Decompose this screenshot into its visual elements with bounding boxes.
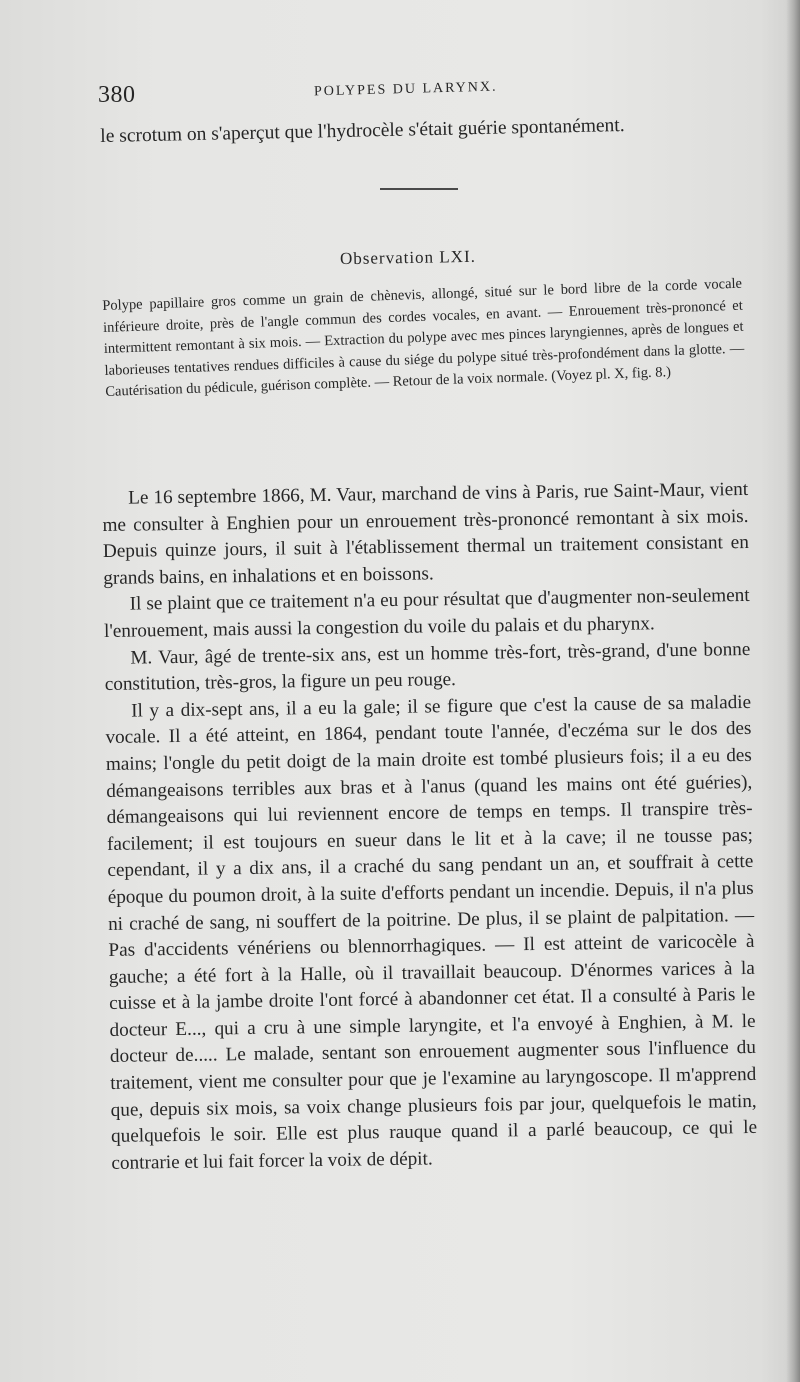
paragraph: Le 16 septembre 1866, M. Vaur, marchand de vins à Paris, rue Saint-Maur, vient me consulter à Enghien pour un enrouement très-prononcé remontant à six mois. Depuis quinze jours, il suit à l'établissement thermal un traitement consistant en grands bains, en inhalations et en boissons. (102, 478, 750, 589)
paragraph: Il y a dix-sept ans, il a eu la gale; il se figure que c'est la cause de sa maladie vocale. Il a été atteint, en 1864, pendant toute l'année, d'eczéma sur le dos des mains; l'ongle du petit doigt de la main droite est tombé plusieurs fois; il a eu des démangeaisons terribles aux bras et à l'anus (quand les mains ont été guéries), démangeaisons qui lui reviennent encore de temps en temps. Il transpire très-facilement; il est toujours en sueur dans le lit et à la cave; il ne tousse pas; cependant, il y a dix ans, il a craché du sang pendant un an, et souffrait à cette époque du poumon droit, à la suite d'efforts pendant un incendie. Depuis, il n'a plus ni craché de sang, ni souffert de la poitrine. De plus, il se plaint de palpitation. — Pas d'accidents vénériens ou blennorrhagiques. — Il est atteint de varicocèle à gauche; a été fort à la Halle, où il travaillait beaucoup. D'énormes varices à la cuisse et à la jambe droite l'ont forcé à abandonner cet état. Il a consulté à Paris le docteur E..., qui a cru à une simple laryngite, et l'a envoyé à Enghien, à M. le docteur de..... Le malade, sentant son enrouement augmenter sous l'influence du traitement, vient me consulter pour que je l'examine au laryngoscope. Il m'apprend que, depuis six mois, sa voix change plusieurs fois par jour, quelquefois le matin, quelquefois le soir. Elle est plus rauque quand il a parlé beaucoup, ce qui le contrarie et lui fait forcer la voix de dépit. (105, 691, 758, 1174)
paragraph: M. Vaur, âgé de trente-six ans, est un homme très-fort, très-grand, d'une bonne constitution, très-gros, la figure un peu rouge. (104, 638, 751, 696)
section-divider (380, 188, 458, 190)
running-title: POLYPES DU LARYNX. (313, 79, 498, 100)
observation-summary: Polype papillaire gros comme un grain de chènevis, allongé, situé sur le bord libre de la corde vocale inférieure droite, près de l'angle commun des cordes vocales, en avant. — Enrouement très-prononcé et intermittent remontant à six mois. — Extraction du polype avec mes pinces laryngiennes, après de longues et laborieuses tentatives rendues difficiles à cause du siége du polype situé très-profondément dans la glotte. — Cautérisation du pédicule, guérison complète. — Retour de la voix normale. (Voyez pl. X, fig. 8.) (102, 275, 745, 400)
page-number: 380 (98, 82, 136, 108)
main-text (102, 477, 758, 1177)
continuation-text: le scrotum on s'aperçut que l'hydrocèle s'était guérie spontanément. (100, 115, 625, 147)
page-edge-shadow (786, 0, 800, 1382)
paragraph: Il se plaint que ce traitement n'a eu pour résultat que d'augmenter non-seulement l'enrouement, mais aussi la congestion du voile du palais et du pharynx. (103, 585, 750, 642)
observation-title: Observation LXI. (339, 246, 477, 269)
page-header (98, 76, 728, 110)
